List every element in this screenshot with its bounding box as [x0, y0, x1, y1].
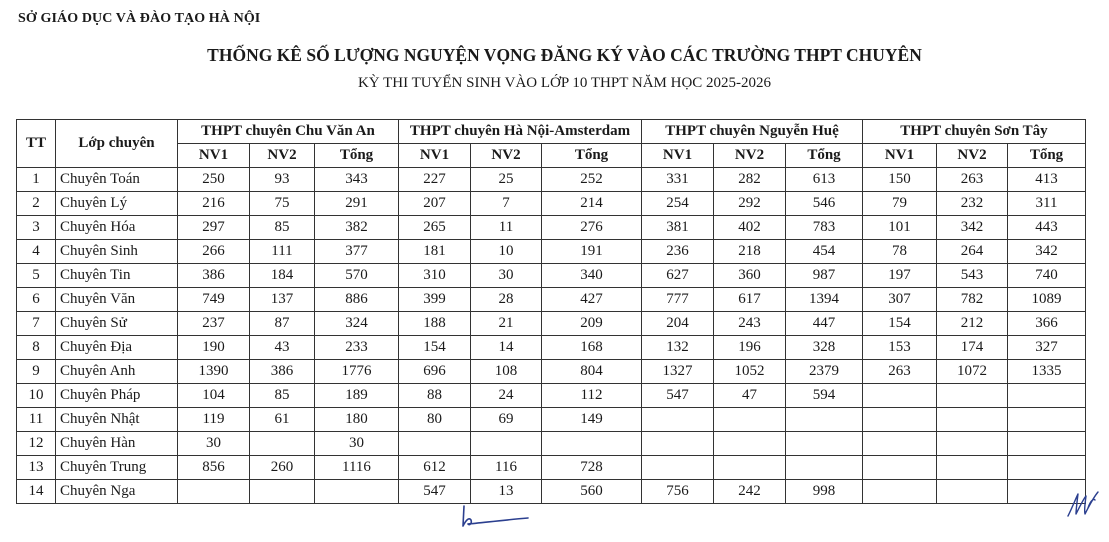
class-name: Chuyên Tin: [56, 264, 178, 288]
nv2-count-cell: 242: [714, 480, 786, 504]
total-count-cell: [1008, 408, 1086, 432]
nv1-count-cell: 856: [178, 456, 250, 480]
total-count-cell: [1008, 384, 1086, 408]
table-row: [17, 456, 1086, 480]
nv2-count-cell: 28: [471, 288, 542, 312]
total-count-cell: 546: [786, 192, 863, 216]
nv1-count-cell: [863, 480, 937, 504]
total-count-cell: 342: [1008, 240, 1086, 264]
total-count-cell: 30: [315, 432, 399, 456]
nv2-count-cell: [250, 432, 315, 456]
total-count-cell: 214: [542, 192, 642, 216]
total-count-cell: 377: [315, 240, 399, 264]
nv1-count-cell: 132: [642, 336, 714, 360]
table-row: [17, 312, 1086, 336]
nv1-count-cell: 104: [178, 384, 250, 408]
total-count-cell: 783: [786, 216, 863, 240]
nv1-count-cell: [863, 432, 937, 456]
total-count-cell: 343: [315, 168, 399, 192]
nv1-count-cell: 153: [863, 336, 937, 360]
total-count-cell: 740: [1008, 264, 1086, 288]
nv1-count-cell: 188: [399, 312, 471, 336]
nv2-count-cell: 85: [250, 384, 315, 408]
table-row: [17, 240, 1086, 264]
nv2-count-cell: 232: [937, 192, 1008, 216]
nv1-count-cell: [863, 408, 937, 432]
nv1-count-cell: 1327: [642, 360, 714, 384]
nv1-count-cell: 227: [399, 168, 471, 192]
nv2-count-cell: 24: [471, 384, 542, 408]
nv2-count-cell: 282: [714, 168, 786, 192]
subheader-nv1: NV1: [178, 144, 250, 168]
row-number: 8: [17, 336, 56, 360]
nv1-count-cell: 263: [863, 360, 937, 384]
nv1-count-cell: 181: [399, 240, 471, 264]
nv2-count-cell: 43: [250, 336, 315, 360]
nv1-count-cell: 207: [399, 192, 471, 216]
nv1-count-cell: 756: [642, 480, 714, 504]
class-name: Chuyên Văn: [56, 288, 178, 312]
nv2-count-cell: 47: [714, 384, 786, 408]
nv2-count-cell: 263: [937, 168, 1008, 192]
nv1-count-cell: 78: [863, 240, 937, 264]
handwritten-signature-right: [1062, 486, 1106, 522]
nv1-count-cell: 297: [178, 216, 250, 240]
nv2-count-cell: [714, 408, 786, 432]
total-count-cell: [786, 456, 863, 480]
nv2-count-cell: 264: [937, 240, 1008, 264]
nv2-count-cell: 61: [250, 408, 315, 432]
total-count-cell: 327: [1008, 336, 1086, 360]
subheader-nv1: NV1: [642, 144, 714, 168]
row-number: 4: [17, 240, 56, 264]
nv1-count-cell: 627: [642, 264, 714, 288]
class-name: Chuyên Nga: [56, 480, 178, 504]
subheader-total: Tổng: [315, 144, 399, 168]
column-header-tt: TT: [17, 120, 56, 168]
nv1-count-cell: 547: [399, 480, 471, 504]
page-title: THỐNG KÊ SỐ LƯỢNG NGUYỆN VỌNG ĐĂNG KÝ VÀO CÁC TRƯỜNG THPT CHUYÊN: [207, 45, 922, 65]
nv1-count-cell: 777: [642, 288, 714, 312]
nv1-count-cell: 236: [642, 240, 714, 264]
total-count-cell: 427: [542, 288, 642, 312]
row-number: 12: [17, 432, 56, 456]
nv2-count-cell: [250, 480, 315, 504]
nv1-count-cell: 331: [642, 168, 714, 192]
class-name: Chuyên Hóa: [56, 216, 178, 240]
nv2-count-cell: [714, 432, 786, 456]
nv2-count-cell: 10: [471, 240, 542, 264]
total-count-cell: 112: [542, 384, 642, 408]
nv2-count-cell: 93: [250, 168, 315, 192]
nv1-count-cell: 154: [863, 312, 937, 336]
nv2-count-cell: 116: [471, 456, 542, 480]
total-count-cell: 413: [1008, 168, 1086, 192]
nv2-count-cell: 260: [250, 456, 315, 480]
total-count-cell: 560: [542, 480, 642, 504]
total-count-cell: 311: [1008, 192, 1086, 216]
total-count-cell: 291: [315, 192, 399, 216]
total-count-cell: [1008, 432, 1086, 456]
total-count-cell: 233: [315, 336, 399, 360]
nv2-count-cell: [937, 480, 1008, 504]
total-count-cell: 189: [315, 384, 399, 408]
nv1-count-cell: 266: [178, 240, 250, 264]
nv1-count-cell: 150: [863, 168, 937, 192]
nv2-count-cell: 342: [937, 216, 1008, 240]
total-count-cell: [542, 432, 642, 456]
table-row: [17, 216, 1086, 240]
nv1-count-cell: 547: [642, 384, 714, 408]
nv1-count-cell: [178, 480, 250, 504]
nv1-count-cell: 88: [399, 384, 471, 408]
total-count-cell: [786, 432, 863, 456]
row-number: 7: [17, 312, 56, 336]
row-number: 5: [17, 264, 56, 288]
total-count-cell: 998: [786, 480, 863, 504]
nv2-count-cell: [937, 456, 1008, 480]
nv1-count-cell: 254: [642, 192, 714, 216]
nv2-count-cell: 543: [937, 264, 1008, 288]
nv1-count-cell: 310: [399, 264, 471, 288]
nv1-count-cell: [642, 408, 714, 432]
class-name: Chuyên Lý: [56, 192, 178, 216]
subheader-nv2: NV2: [937, 144, 1008, 168]
table-row: [17, 432, 1086, 456]
class-name: Chuyên Địa: [56, 336, 178, 360]
nv2-count-cell: 1052: [714, 360, 786, 384]
row-number: 9: [17, 360, 56, 384]
table-row: [17, 336, 1086, 360]
nv2-count-cell: 212: [937, 312, 1008, 336]
total-count-cell: 1776: [315, 360, 399, 384]
nv2-count-cell: 1072: [937, 360, 1008, 384]
organization-name: SỞ GIÁO DỤC VÀ ĐÀO TẠO HÀ NỘI: [18, 11, 261, 26]
total-count-cell: 382: [315, 216, 399, 240]
total-count-cell: 1335: [1008, 360, 1086, 384]
row-number: 10: [17, 384, 56, 408]
nv2-count-cell: 25: [471, 168, 542, 192]
nv1-count-cell: 696: [399, 360, 471, 384]
nv2-count-cell: [471, 432, 542, 456]
total-count-cell: 454: [786, 240, 863, 264]
nv1-count-cell: 101: [863, 216, 937, 240]
nv1-count-cell: 30: [178, 432, 250, 456]
total-count-cell: 443: [1008, 216, 1086, 240]
nv1-count-cell: 1390: [178, 360, 250, 384]
nv2-count-cell: 196: [714, 336, 786, 360]
nv2-count-cell: [937, 384, 1008, 408]
subheader-nv2: NV2: [250, 144, 315, 168]
row-number: 13: [17, 456, 56, 480]
table-body: [17, 168, 1086, 504]
table-row: [17, 264, 1086, 288]
total-count-cell: 149: [542, 408, 642, 432]
school-header: THPT chuyên Chu Văn An: [178, 120, 399, 144]
class-name: Chuyên Pháp: [56, 384, 178, 408]
table-row: [17, 480, 1086, 504]
nv1-count-cell: 307: [863, 288, 937, 312]
nv1-count-cell: 154: [399, 336, 471, 360]
nv2-count-cell: 14: [471, 336, 542, 360]
total-count-cell: 366: [1008, 312, 1086, 336]
nv2-count-cell: 13: [471, 480, 542, 504]
nv1-count-cell: [642, 432, 714, 456]
row-number: 1: [17, 168, 56, 192]
nv2-count-cell: 87: [250, 312, 315, 336]
nv2-count-cell: 108: [471, 360, 542, 384]
total-count-cell: 1089: [1008, 288, 1086, 312]
table-row: [17, 384, 1086, 408]
subheader-total: Tổng: [1008, 144, 1086, 168]
total-count-cell: [315, 480, 399, 504]
page-subtitle: KỲ THI TUYỂN SINH VÀO LỚP 10 THPT NĂM HỌC 2025-2026: [357, 75, 772, 91]
class-name: Chuyên Hàn: [56, 432, 178, 456]
school-header: THPT chuyên Nguyễn Huệ: [642, 120, 863, 144]
total-count-cell: 191: [542, 240, 642, 264]
subheader-total: Tổng: [542, 144, 642, 168]
school-header: THPT chuyên Hà Nội-Amsterdam: [399, 120, 642, 144]
row-number: 2: [17, 192, 56, 216]
nv2-count-cell: 137: [250, 288, 315, 312]
total-count-cell: 209: [542, 312, 642, 336]
nv2-count-cell: [937, 432, 1008, 456]
nv2-count-cell: 360: [714, 264, 786, 288]
class-name: Chuyên Anh: [56, 360, 178, 384]
table-row: [17, 192, 1086, 216]
total-count-cell: 1116: [315, 456, 399, 480]
nv1-count-cell: 204: [642, 312, 714, 336]
column-header-class: Lớp chuyên: [56, 120, 178, 168]
nv2-count-cell: 184: [250, 264, 315, 288]
nv1-count-cell: 250: [178, 168, 250, 192]
nv2-count-cell: 21: [471, 312, 542, 336]
nv1-count-cell: 749: [178, 288, 250, 312]
nv1-count-cell: 216: [178, 192, 250, 216]
nv2-count-cell: [937, 408, 1008, 432]
total-count-cell: 340: [542, 264, 642, 288]
nv1-count-cell: [399, 432, 471, 456]
class-name: Chuyên Sử: [56, 312, 178, 336]
subheader-nv2: NV2: [714, 144, 786, 168]
subheader-nv2: NV2: [471, 144, 542, 168]
class-name: Chuyên Nhật: [56, 408, 178, 432]
total-count-cell: 447: [786, 312, 863, 336]
nv1-count-cell: 197: [863, 264, 937, 288]
total-count-cell: 324: [315, 312, 399, 336]
total-count-cell: 168: [542, 336, 642, 360]
total-count-cell: 1394: [786, 288, 863, 312]
class-name: Chuyên Sinh: [56, 240, 178, 264]
school-header: THPT chuyên Sơn Tây: [863, 120, 1086, 144]
total-count-cell: 328: [786, 336, 863, 360]
nv2-count-cell: 782: [937, 288, 1008, 312]
nv2-count-cell: [714, 456, 786, 480]
nv1-count-cell: 612: [399, 456, 471, 480]
total-count-cell: 252: [542, 168, 642, 192]
nv2-count-cell: 174: [937, 336, 1008, 360]
nv1-count-cell: [863, 456, 937, 480]
total-count-cell: [1008, 456, 1086, 480]
subheader-nv1: NV1: [863, 144, 937, 168]
class-name: Chuyên Trung: [56, 456, 178, 480]
table-row: [17, 288, 1086, 312]
nv2-count-cell: 386: [250, 360, 315, 384]
row-number: 14: [17, 480, 56, 504]
total-count-cell: 886: [315, 288, 399, 312]
row-number: 3: [17, 216, 56, 240]
nv2-count-cell: 11: [471, 216, 542, 240]
row-number: 6: [17, 288, 56, 312]
nv1-count-cell: 119: [178, 408, 250, 432]
total-count-cell: 804: [542, 360, 642, 384]
nv1-count-cell: 79: [863, 192, 937, 216]
total-count-cell: 570: [315, 264, 399, 288]
nv2-count-cell: 30: [471, 264, 542, 288]
total-count-cell: 613: [786, 168, 863, 192]
nv2-count-cell: 402: [714, 216, 786, 240]
row-number: 11: [17, 408, 56, 432]
nv2-count-cell: 85: [250, 216, 315, 240]
nv1-count-cell: 237: [178, 312, 250, 336]
nv2-count-cell: 111: [250, 240, 315, 264]
total-count-cell: [786, 408, 863, 432]
subheader-nv1: NV1: [399, 144, 471, 168]
nv2-count-cell: 69: [471, 408, 542, 432]
handwritten-signature-left: [456, 502, 536, 530]
statistics-table: [16, 119, 1086, 504]
nv1-count-cell: 80: [399, 408, 471, 432]
nv2-count-cell: 243: [714, 312, 786, 336]
table-row: [17, 168, 1086, 192]
table-row: [17, 360, 1086, 384]
nv2-count-cell: 75: [250, 192, 315, 216]
nv1-count-cell: 381: [642, 216, 714, 240]
nv1-count-cell: 386: [178, 264, 250, 288]
nv1-count-cell: 399: [399, 288, 471, 312]
nv1-count-cell: 265: [399, 216, 471, 240]
nv1-count-cell: [642, 456, 714, 480]
nv2-count-cell: 7: [471, 192, 542, 216]
table-subheader-row: [17, 144, 1086, 168]
nv2-count-cell: 617: [714, 288, 786, 312]
total-count-cell: 276: [542, 216, 642, 240]
class-name: Chuyên Toán: [56, 168, 178, 192]
nv2-count-cell: 292: [714, 192, 786, 216]
nv1-count-cell: [863, 384, 937, 408]
total-count-cell: 594: [786, 384, 863, 408]
total-count-cell: 180: [315, 408, 399, 432]
table-header-row: [17, 120, 1086, 144]
total-count-cell: 987: [786, 264, 863, 288]
nv2-count-cell: 218: [714, 240, 786, 264]
nv1-count-cell: 190: [178, 336, 250, 360]
table-row: [17, 408, 1086, 432]
subheader-total: Tổng: [786, 144, 863, 168]
total-count-cell: 2379: [786, 360, 863, 384]
total-count-cell: 728: [542, 456, 642, 480]
